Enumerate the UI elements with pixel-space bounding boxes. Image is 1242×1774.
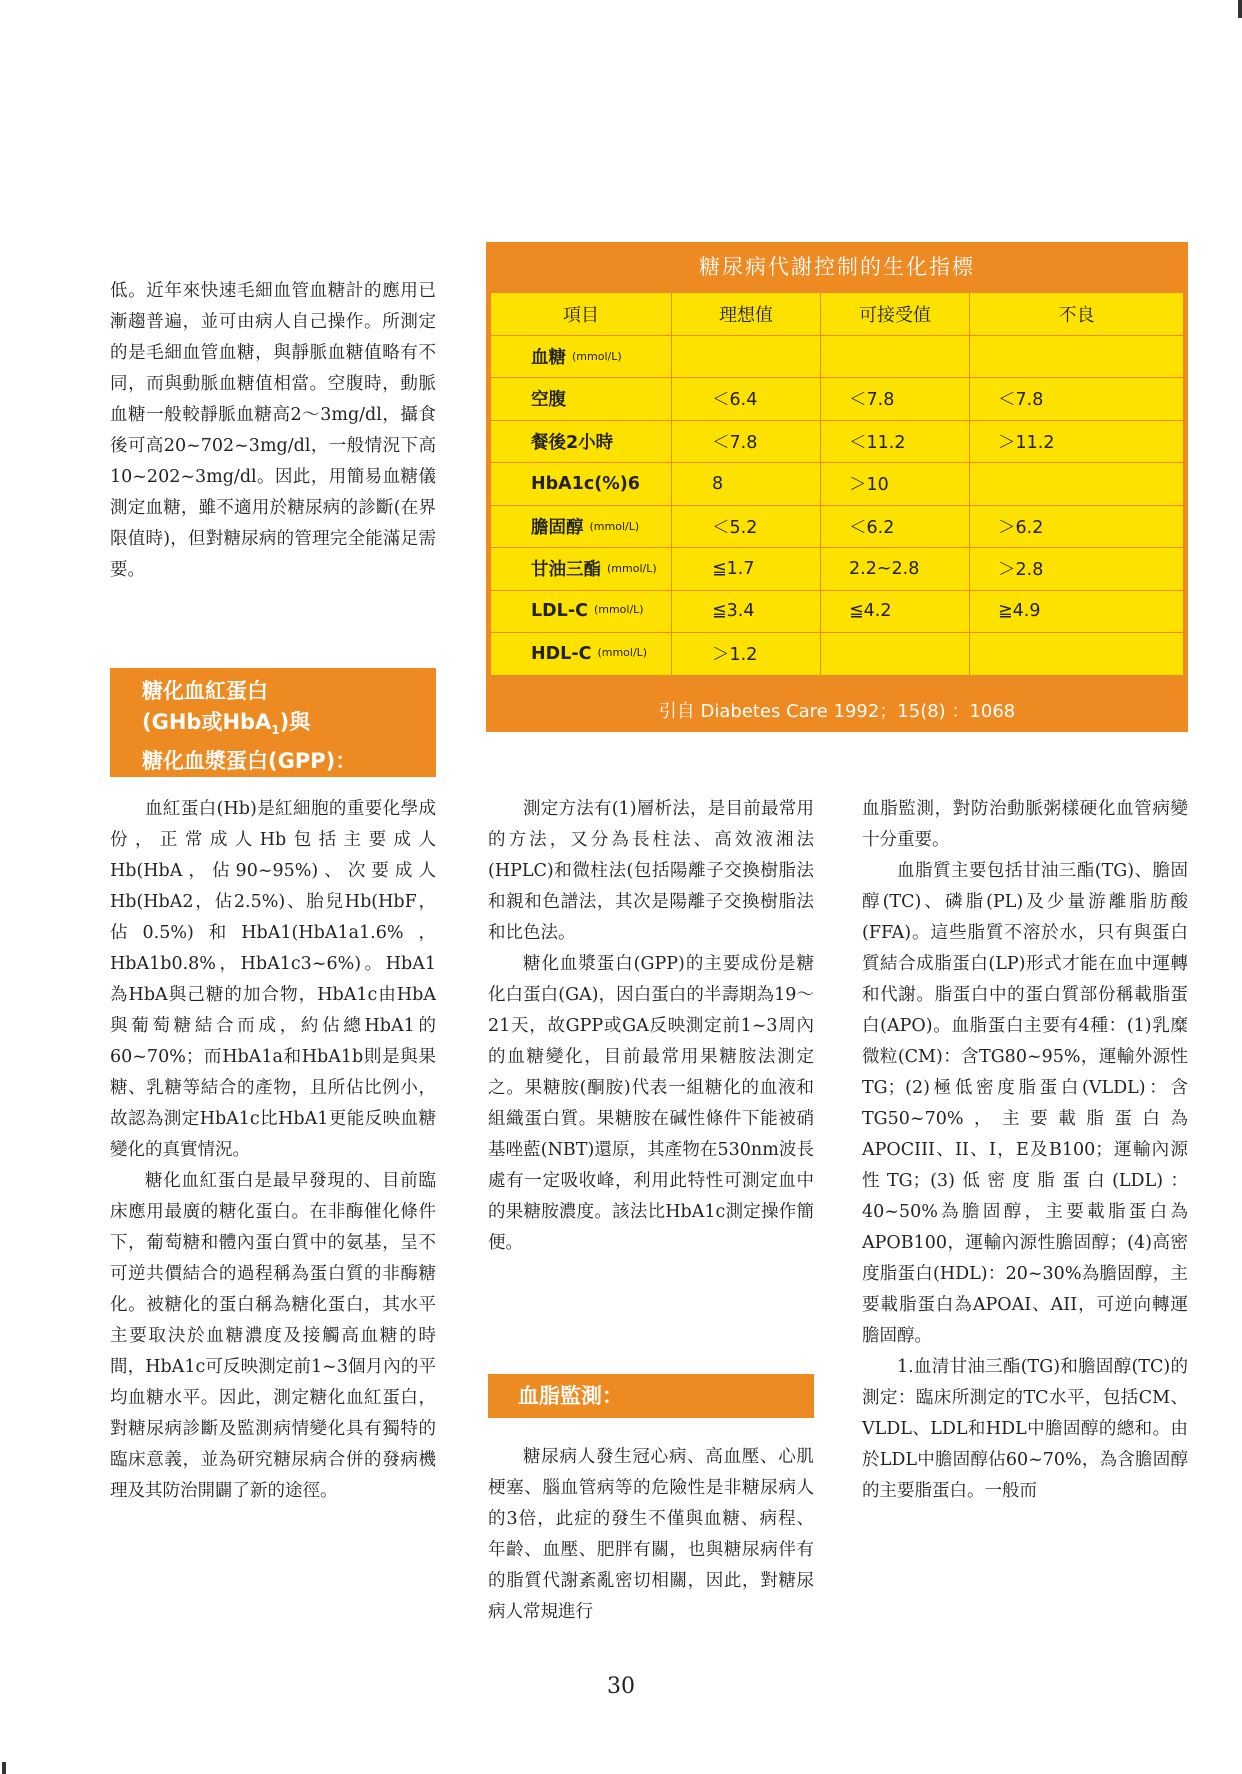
acceptable-value-cell [821, 463, 970, 506]
poor-value-cell [970, 505, 1184, 548]
unit-label: (mmol/L) [572, 349, 622, 363]
column-header: 項目 [491, 293, 672, 336]
poor-value-cell [970, 335, 1184, 378]
poor-value-cell [970, 378, 1184, 421]
column-header: 可接受值 [821, 293, 970, 336]
acceptable-value-cell [821, 505, 970, 548]
row-item-label [491, 378, 672, 421]
cell-text: 血糖 [531, 347, 566, 368]
column1-body-text [110, 794, 436, 1507]
cell-text: HbA1c(%)6 [531, 473, 640, 494]
table-row [491, 335, 1184, 378]
acceptable-value-cell [821, 378, 970, 421]
column2-lipid-text [488, 1442, 814, 1628]
heading-text: (GHb或HbA [142, 710, 272, 734]
paragraph: 糖化血漿蛋白(GPP)的主要成份是糖化白蛋白(GA)，因白蛋白的半壽期為19～21天，故GPP或GA反映測定前1~3周內的血糖變化，目前最常用果糖胺法測定之。果糖胺(酮胺)代表一組糖化的血液和組織蛋白質。果糖胺在碱性條件下能被硝基唑藍(NBT)還原，其產物在530nm波長處有一定吸收峰，利用此特性可測定血中的果糖胺濃度。該法比HbA1c測定操作簡便。 [488, 954, 814, 1253]
row-item-label [491, 590, 672, 633]
row-item-label [491, 420, 672, 463]
column2-body-text [488, 794, 814, 1259]
unit-label: (mmol/L) [593, 603, 644, 617]
column3-body-text [862, 794, 1188, 1507]
cell-text: 餐後2小時 [531, 432, 614, 453]
cell-text: 8 [712, 473, 724, 494]
cell-text: ＞6.2 [998, 517, 1044, 538]
cell-text: 膽固醇 [531, 517, 584, 538]
table-row [491, 633, 1184, 676]
cell-text: ＞11.2 [998, 432, 1055, 453]
column-header: 理想值 [672, 293, 821, 336]
table-row [491, 590, 1184, 633]
ideal-value-cell [672, 548, 821, 591]
paragraph: 血紅蛋白(Hb)是紅細胞的重要化學成份，正常成人Hb包括主要成人Hb(HbA，佔90~95%)、次要成人Hb(HbA2，佔2.5%)、胎兒Hb(HbF，佔0.5%)和HbA1(HbA1a1.6%，HbA1b0.8%，HbA1c3~6%)。HbA1為HbA與己糖的加合物，HbA1c由HbA與葡萄糖結合而成，約佔總HbA1的60~70%；而HbA1a和HbA1b則是與果糖、乳糖等結合的產物，且所佔比例小，故認為測定HbA1c比HbA1更能反映血糖變化的真實情況。 [110, 799, 436, 1160]
column-header: 不良 [970, 293, 1184, 336]
heading-line: 糖化血漿蛋白(GPP)： [142, 749, 357, 774]
row-item-label [491, 633, 672, 676]
section-heading-glycated-proteins [110, 668, 436, 777]
table-header-row [491, 293, 1184, 336]
table-title: 糖尿病代謝控制的生化指標 [699, 255, 975, 279]
metabolic-control-table-panel [486, 242, 1188, 732]
heading-line [142, 707, 436, 746]
acceptable-value-cell [821, 548, 970, 591]
paragraph: 測定方法有(1)層析法，是目前最常用的方法，又分為長柱法、高效液湘法(HPLC)和微柱法(包括陽離子交換樹脂法和親和色譜法，其次是陽離子交換樹脂法和比色法。 [488, 799, 814, 943]
acceptable-value-cell [821, 420, 970, 463]
cell-text: ＜7.8 [712, 432, 758, 453]
table-row [491, 420, 1184, 463]
metabolic-control-table [490, 292, 1184, 676]
ideal-value-cell [672, 378, 821, 421]
table-source-citation: 引自 Diabetes Care 1992；15(8) ：1068 [658, 701, 1016, 722]
paragraph: 糖化血紅蛋白是最早發現的、目前臨床應用最廣的糖化蛋白。在非酶催化條件下，葡萄糖和體內蛋白質中的氨基，呈不可逆共價結合的過程稱為蛋白質的非酶糖化。被糖化的蛋白稱為糖化蛋白，其水平主要取決於血糖濃度及接觸高血糖的時間，HbA1c可反映測定前1~3個月內的平均血糖水平。因此，測定糖化血紅蛋白，對糖尿病診斷及監測病情變化具有獨特的臨床意義，並為研究糖尿病合併的發病機理及其防治開闢了新的途徑。 [110, 1171, 436, 1501]
paragraph: 血脂監測，對防治動脈粥樣硬化血管病變十分重要。 [862, 799, 1188, 850]
unit-label: (mmol/L) [589, 519, 640, 533]
cell-text: ≦3.4 [712, 601, 755, 622]
table-row [491, 548, 1184, 591]
poor-value-cell [970, 420, 1184, 463]
table-row [491, 378, 1184, 421]
cell-text: ＞1.2 [712, 645, 758, 666]
cell-text: ≧4.9 [998, 601, 1041, 622]
ideal-value-cell [672, 633, 821, 676]
acceptable-value-cell [821, 633, 970, 676]
scan-edge-mark [1238, 0, 1242, 18]
row-item-label [491, 505, 672, 548]
page-number: 30 [607, 1674, 635, 1699]
paragraph: 1.血清甘油三酯(TG)和膽固醇(TC)的測定：臨床所測定的TC水平，包括CM、VLDL、LDL和HDL中膽固醇的總和。由於LDL中膽固醇佔60~70%，為含膽固醇的主要脂蛋白。一般而 [862, 1357, 1188, 1501]
cell-text: ＞10 [849, 475, 889, 496]
row-item-label [491, 548, 672, 591]
column1-intro-text [110, 276, 436, 586]
paragraph: 低。近年來快速毛細血管血糖計的應用已漸趨普遍，並可由病人自己操作。所測定的是毛細血管血糖，與靜脈血糖值略有不同，而與動脈血糖值相當。空腹時，動脈血糖一般較靜脈血糖高2～3mg/dl，攝食後可高20~702~3mg/dl，一般情況下高10~202~3mg/dl。因此，用簡易血糖儀測定血糖，雖不適用於糖尿病的診斷(在界限值時)，但對糖尿病的管理完全能滿足需要。 [110, 281, 436, 580]
ideal-value-cell [672, 590, 821, 633]
paragraph: 血脂質主要包括甘油三酯(TG)、膽固醇(TC)、磷脂(PL)及少量游離脂肪酸(FFA)。這些脂質不溶於水，只有與蛋白質結合成脂蛋白(LP)形式才能在血中運轉和代謝。脂蛋白中的蛋白質部份稱載脂蛋白(APO)。血脂蛋白主要有4種：(1)乳糜微粒(CM)：含TG80~95%，運輸外源性TG；(2)極低密度脂蛋白(VLDL)：含TG50~70%，主要載脂蛋白為APOCIII、II、I，E及B100；運輸內源性TG；(3)低密度脂蛋白(LDL)：40~50%為膽固醇，主要載脂蛋白為APOB100，運輸內源性膽固醇；(4)高密度脂蛋白(HDL)：20~30%為膽固醇，主要載脂蛋白為APOAI、AII，可逆向轉運膽固醇。 [862, 861, 1188, 1346]
cell-text: LDL-C [531, 601, 588, 622]
poor-value-cell [970, 633, 1184, 676]
cell-text: ≦1.7 [712, 558, 755, 579]
ideal-value-cell [672, 505, 821, 548]
cell-text: ≦4.2 [849, 601, 892, 622]
cell-text: 甘油三酯 [531, 560, 601, 581]
cell-text: ＜6.4 [712, 390, 758, 411]
heading-line: 糖化血紅蛋白 [142, 679, 268, 703]
unit-label: (mmol/L) [597, 645, 648, 659]
cell-text: HDL-C [531, 643, 592, 664]
poor-value-cell [970, 463, 1184, 506]
cell-text: ＜11.2 [849, 432, 906, 453]
cell-text: ＜5.2 [712, 517, 758, 538]
cell-text: 空腹 [531, 390, 566, 411]
table-row [491, 505, 1184, 548]
acceptable-value-cell [821, 590, 970, 633]
ideal-value-cell [672, 463, 821, 506]
row-item-label [491, 335, 672, 378]
row-item-label [491, 463, 672, 506]
acceptable-value-cell [821, 335, 970, 378]
ideal-value-cell [672, 335, 821, 378]
paragraph: 糖尿病人發生冠心病、高血壓、心肌梗塞、腦血管病等的危險性是非糖尿病人的3倍，此症的發生不僅與血糖、病程、年齡、血壓、肥胖有關，也與糖尿病伴有的脂質代謝紊亂密切相關，因此，對糖尿病人常規進行 [488, 1447, 814, 1622]
scan-edge-mark [2, 1762, 6, 1774]
heading-subscript: 1 [271, 723, 280, 738]
ideal-value-cell [672, 420, 821, 463]
poor-value-cell [970, 548, 1184, 591]
poor-value-cell [970, 590, 1184, 633]
cell-text: ＜7.8 [998, 390, 1044, 411]
section-heading-lipid-monitoring: 血脂監測： [488, 1374, 814, 1418]
cell-text: ＞2.8 [998, 560, 1044, 581]
cell-text: ＜6.2 [849, 517, 895, 538]
unit-label: (mmol/L) [607, 562, 657, 576]
heading-text: )與 [279, 710, 311, 734]
cell-text: 2.2~2.8 [849, 558, 920, 579]
cell-text: ＜7.8 [849, 390, 895, 411]
table-row [491, 463, 1184, 506]
